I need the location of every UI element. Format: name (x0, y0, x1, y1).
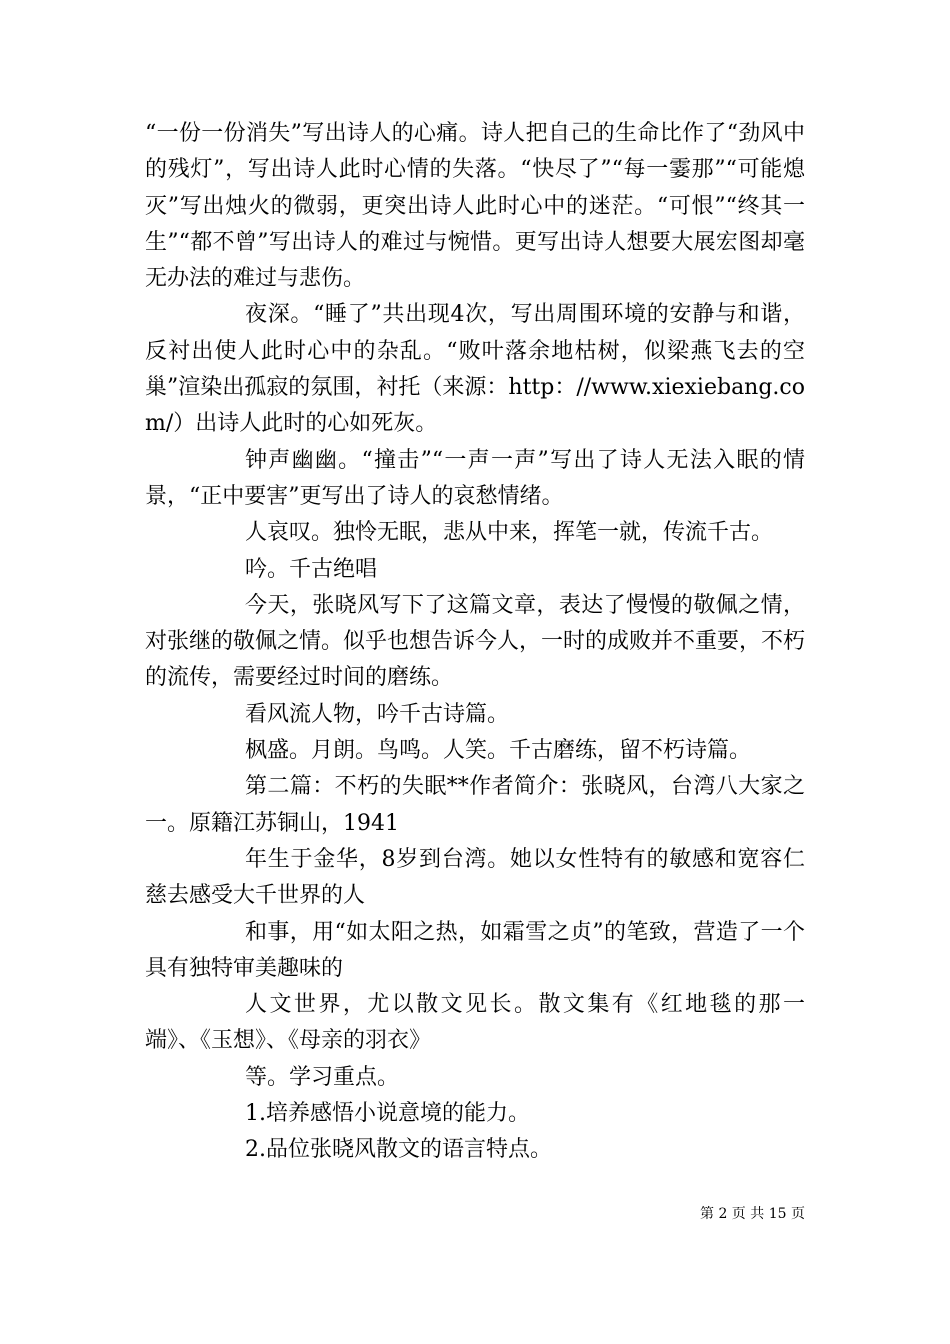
paragraph-14: 1.培养感悟小说意境的能力。 (245, 1101, 530, 1127)
paragraph-6: 今天，张晓风写下了这篇文章，表达了慢慢的敬佩之情，对张继的敬佩之情。似乎也想告诉今人，一时的成败并不重要，不朽的流传，需要经过时间的磨练。 (145, 592, 806, 691)
paragraph-15: 2.品位张晓风散文的语言特点。 (245, 1137, 552, 1163)
paragraph-7: 看风流人物，吟千古诗篇。 (245, 701, 510, 727)
paragraph-4: 人哀叹。独怜无眠，悲从中来，挥笔一就，传流千古。 (245, 520, 774, 546)
paragraph-13: 等。学习重点。 (245, 1064, 400, 1090)
paragraph-10: 年生于金华，8岁到台湾。她以女性特有的敏感和宽容仁慈去感受大千世界的人 (145, 846, 805, 909)
document-body (145, 116, 805, 1169)
paragraph-9: 第二篇：不朽的失眠**作者简介：张晓风，台湾八大家之一。原籍江苏铜山，1941 (145, 774, 805, 836)
paragraph-5: 吟。千古绝唱 (245, 556, 378, 582)
paragraph-3: 钟声幽幽。“撞击”“一声一声”写出了诗人无法入眠的情景，“正中要害”更写出了诗人的哀愁情绪。 (145, 447, 805, 509)
paragraph-8: 枫盛。月朗。鸟鸣。人笑。千古磨练，留不朽诗篇。 (245, 738, 752, 764)
paragraph-1: “一份一份消失”写出诗人的心痛。诗人把自己的生命比作了“劲风中的残灯”，写出诗人此时心情的失落。“快尽了”“每一霎那”“可能熄灭”写出烛火的微弱，更突出诗人此时心中的迷茫。“可恨”“终其一生”“都不曾”写出诗人的难过与惋惜。更写出诗人想要大展宏图却毫无办法的难过与悲伤。 (145, 121, 805, 292)
page-number-footer: 第 2 页 共 15 页 (700, 1206, 805, 1222)
paragraph-11: 和事，用“如太阳之热，如霜雪之贞”的笔致，营造了一个具有独特审美趣味的 (145, 919, 805, 981)
paragraph-2: 夜深。“睡了”共出现4次，写出周围环境的安静与和谐，反衬出使人此时心中的杂乱。“败叶落余地枯树，似梁燕飞去的空巢”渲染出孤寂的氛围，衬托（来源：http：//www.xiexiebang.com/）出诗人此时的心如死灰。 (145, 302, 805, 437)
paragraph-12: 人文世界，尤以散文见长。散文集有《红地毯的那一端》、《玉想》、《母亲的羽衣》 (145, 992, 805, 1054)
